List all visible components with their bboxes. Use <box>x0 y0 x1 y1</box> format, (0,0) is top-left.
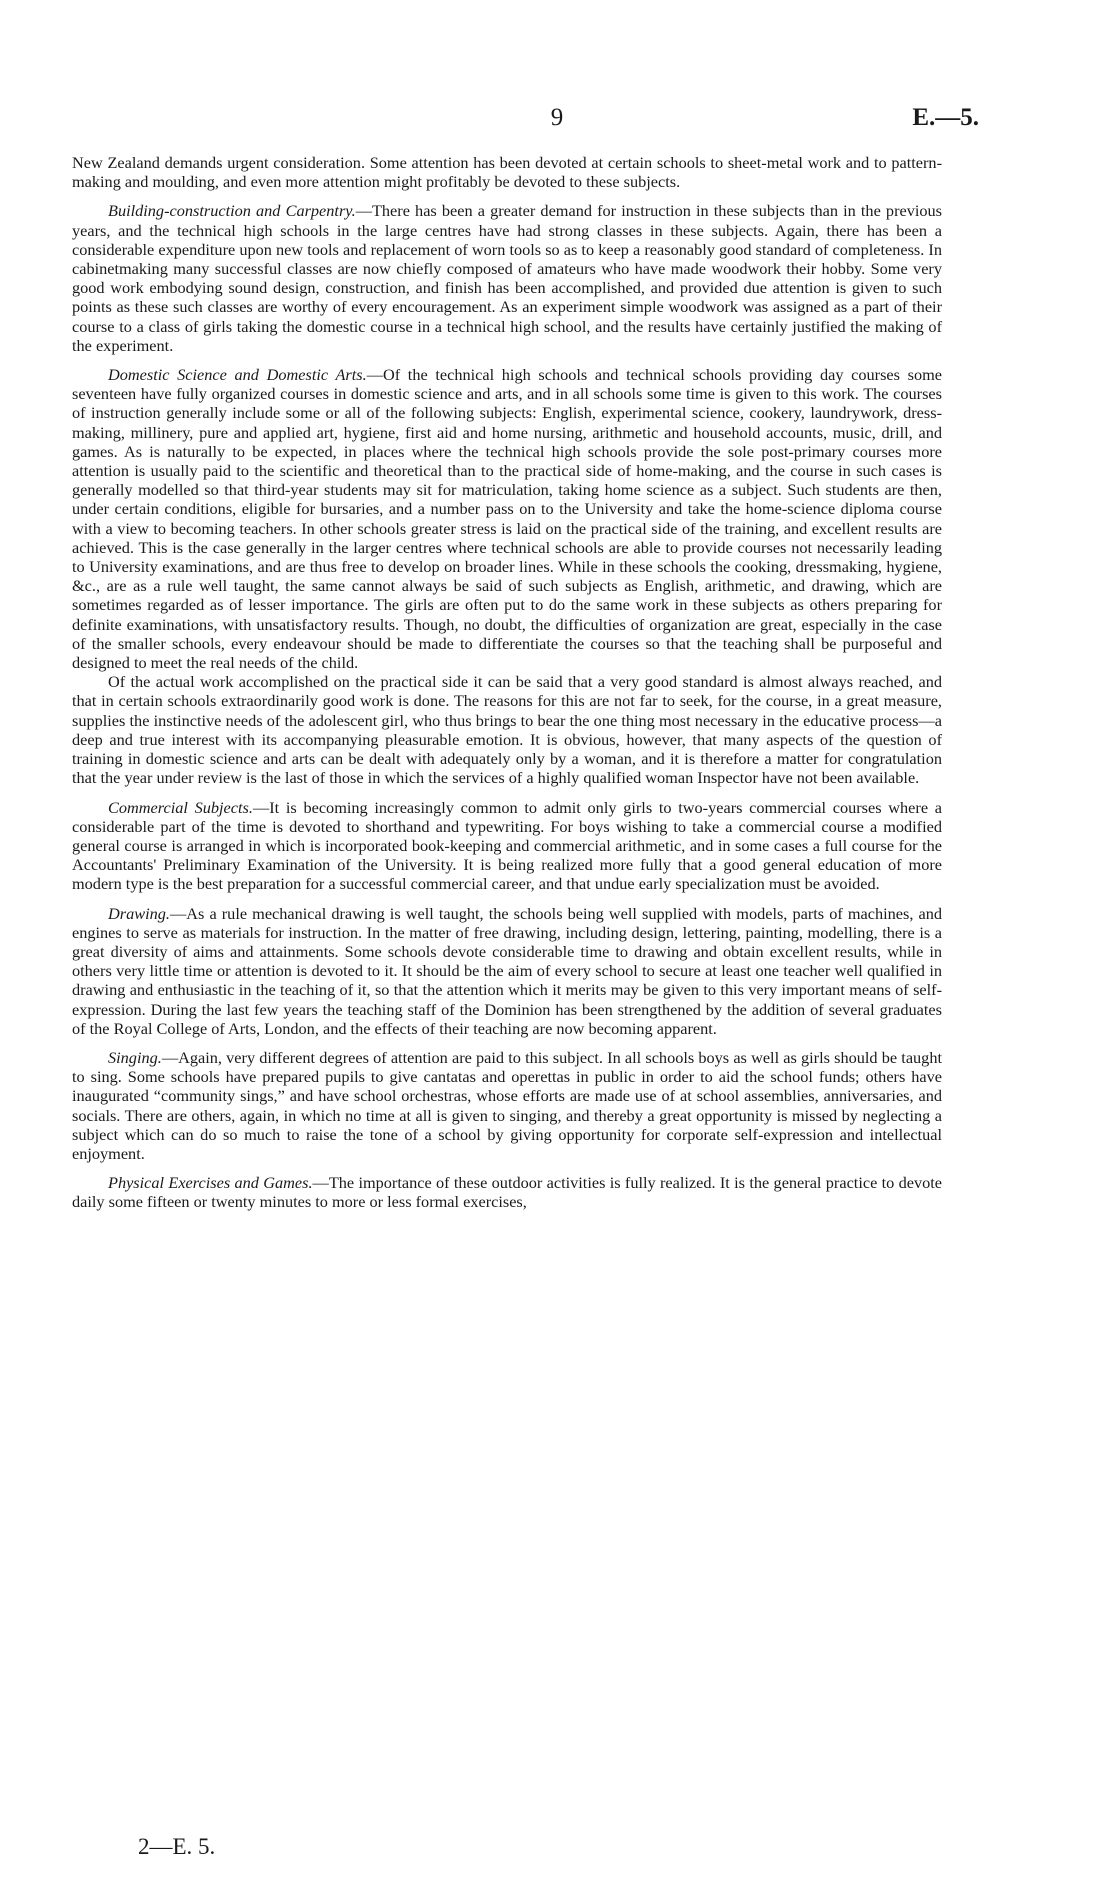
paragraph <box>72 1048 942 1163</box>
page-number: 9 <box>550 104 564 131</box>
paragraph <box>72 153 942 191</box>
paragraph <box>72 365 942 672</box>
paragraph-text: —The importance of these outdoor activities is fully realized. It is the general practice to devote daily some fifteen or twenty minutes to more or less formal exercises, <box>72 1173 942 1212</box>
paragraph-heading: Drawing. <box>108 903 170 923</box>
paragraph-heading: Domestic Science and Domestic Arts. <box>108 365 367 385</box>
paragraph-heading: Building-construction and Carpentry. <box>108 201 356 221</box>
paragraph-text: —Of the technical high schools and technical schools providing day courses some seventeen have fully organized courses in domestic science and arts, and in all schools some time is given to this work. The courses of instruction generally include some or all of the following subjects: English, experimental science, cookery, laundrywork, dress-making, millinery, pure and applied art, hygiene, first aid and home nursing, arithmetic and household accounts, music, drill, and games. As is naturally to be expected, in places where the technical high schools provide the sole post-primary courses more attention is usually paid to the scientific and theoretical than to the practical side of home-making, and the course in such cases is generally modelled so that third-year students may sit for matriculation, taking home science as a subject. Such students are then, under certain conditions, eligible for bursaries, and a number pass on to the University and take the home-science diploma course with a view to becoming teachers. In other schools greater stress is laid on the practical side of the training, and excellent results are achieved. This is the case generally in the larger centres where technical schools are able to provide courses not necessarily leading to University examinations, and are thus free to develop on broader lines. While in these schools the cooking, dressmaking, hygiene, &c., are as a rule well taught, the same cannot always be said of such subjects as English, arithmetic, and drawing, which are sometimes regarded as of lesser importance. The girls are often put to do the same work in these subjects as others preparing for definite examinations, with unsatisfactory results. Though, no doubt, the difficulties of organization are great, especially in the case of the smaller schools, every endeavour should be made to differentiate the courses so that the teaching shall be purposeful and designed to meet the real needs of the child. <box>72 365 942 673</box>
paragraph-text: —As a rule mechanical drawing is well taught, the schools being well supplied with models, parts of machines, and engines to serve as materials for instruction. In the matter of free drawing, including design, lettering, painting, modelling, there is a great diversity of aims and attainments. Some schools devote considerable time to drawing and obtain excellent results, while in others very little time or attention is devoted to it. It should be the aim of every school to secure at least one teacher well qualified in drawing and enthusiastic in the teaching of it, so that the attention which it merits may be given to this very important means of self-expression. During the last few years the teaching staff of the Dominion has been strengthened by the addition of several graduates of the Royal College of Arts, London, and the effects of their teaching are now becoming apparent. <box>72 903 942 1038</box>
paragraph-heading: Singing. <box>108 1047 162 1067</box>
paragraph <box>72 904 942 1038</box>
paragraph <box>72 1173 942 1211</box>
paragraph-text: Of the actual work accomplished on the practical side it can be said that a very good standard is almost always reached, and that in certain schools extraordinarily good work is done. The reasons for this are not far to seek, for the course, in a great measure, supplies the instinctive needs of the adolescent girl, who thus brings to bear the one thing most necessary in the educative process—a deep and true interest with its accompanying pleasurable emotion. It is obvious, however, that many aspects of the question of training in domestic science and arts can be dealt with adequately only by a woman, and it is therefore a matter for congratulation that the year under review is the last of those in which the services of a highly qualified woman Inspector have not been available. <box>72 672 942 788</box>
paragraph-heading: Physical Exercises and Games. <box>108 1173 313 1193</box>
body-text <box>72 153 942 1222</box>
paragraph-text: —Again, very different degrees of attention are paid to this subject. In all schools boys as well as girls should be taught to sing. Some schools have prepared pupils to give cantatas and operettas in public in order to aid the school funds; others have inaugurated “community sings,” and have school orchestras, whose efforts are made use of at school assemblies, anniversaries, and socials. There are others, again, in which no time at all is given to singing, and thereby a great opportunity is missed by neglecting a subject which can do so much to raise the tone of a school by giving opportunity for corporate self-expression and intellectual enjoyment. <box>72 1047 942 1163</box>
paragraph-heading: Commercial Subjects. <box>108 797 253 817</box>
paragraph-text: —There has been a greater demand for instruction in these subjects than in the previous years, and the technical high schools in the large centres have had strong classes in these subjects. Again, there has been a considerable expenditure upon new tools and replacement of worn tools so as to keep a reasonably good standard of completeness. In cabinetmaking many successful classes are now chiefly composed of amateurs who have made woodwork their hobby. Some very good work embodying sound design, construction, and finish has been accomplished, and provided due attention is given to such points as these such classes are worthy of every encouragement. As an experiment simple woodwork was assigned as a part of their course to a class of girls taking the domestic course in a technical high school, and the results have certainly justified the making of the experiment. <box>72 201 943 355</box>
paragraph <box>72 672 942 787</box>
paragraph-text: —It is becoming increasingly common to admit only girls to two-years commercial courses where a considerable part of the time is devoted to shorthand and typewriting. For boys wishing to take a commercial course a modified general course is arranged in which is incorporated book-keeping and commercial arithmetic, and in some cases a full course for the Accountants' Preliminary Examination of the University. It is being realized more fully that a good general education of more modern type is the best preparation for a successful commercial career, and that undue early specialization must be avoided. <box>72 797 942 894</box>
paragraph-text: New Zealand demands urgent consideration. Some attention has been devoted at certain schools to sheet-metal work and to pattern-making and moulding, and even more attention might profitably be devoted to these subjects. <box>72 153 942 192</box>
paragraph <box>72 798 942 894</box>
page-reference: E.—5. <box>912 104 979 131</box>
footer-signature: 2—E. 5. <box>138 1834 216 1859</box>
paragraph <box>72 201 942 355</box>
